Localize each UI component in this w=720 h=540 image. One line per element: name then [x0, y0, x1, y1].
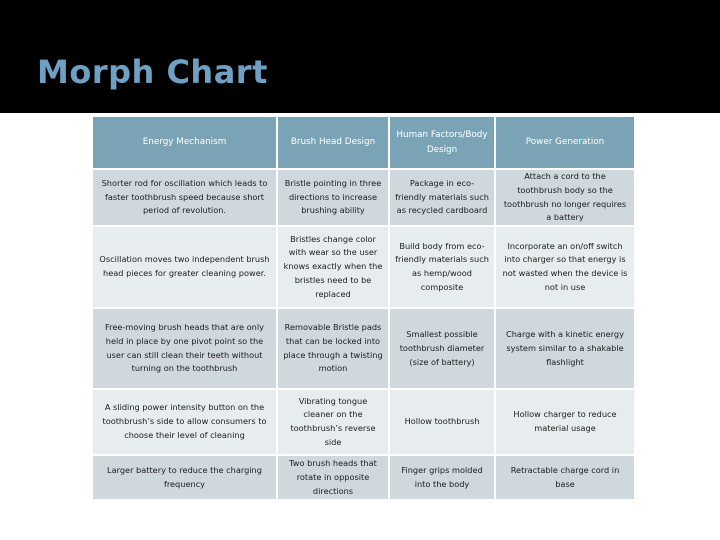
table-cell: Hollow charger to reduce material usage — [496, 390, 634, 454]
table-cell: Attach a cord to the toothbrush body so the toothbrush no longer requires a battery — [496, 170, 634, 225]
table-cell: Removable Bristle pads that can be locked into place through a twisting motion — [278, 309, 388, 388]
table-cell: Charge with a kinetic energy system similar to a shakable flashlight — [496, 309, 634, 388]
column-header-brush-head-design: Brush Head Design — [278, 117, 388, 168]
table-cell: Smallest possible toothbrush diameter (size of battery) — [390, 309, 494, 388]
morph-chart-table — [91, 115, 636, 501]
table-cell: A sliding power intensity button on the toothbrush’s side to allow consumers to choose their level of cleaning — [93, 390, 276, 454]
table-row — [93, 309, 634, 388]
column-header-human-factors: Human Factors/Body Design — [390, 117, 494, 168]
table-cell: Incorporate an on/off switch into charger so that energy is not wasted when the device is not in use — [496, 227, 634, 307]
table-row — [93, 227, 634, 307]
table-cell: Vibrating tongue cleaner on the toothbrush’s reverse side — [278, 390, 388, 454]
table-cell: Bristles change color with wear so the user knows exactly when the bristles need to be replaced — [278, 227, 388, 307]
column-header-energy-mechanism: Energy Mechanism — [93, 117, 276, 168]
table-cell: Finger grips molded into the body — [390, 456, 494, 499]
table-cell: Package in eco-friendly materials such as recycled cardboard — [390, 170, 494, 225]
column-header-power-generation: Power Generation — [496, 117, 634, 168]
table-cell: Oscillation moves two independent brush head pieces for greater cleaning power. — [93, 227, 276, 307]
table-cell: Shorter rod for oscillation which leads to faster toothbrush speed because short period of revolution. — [93, 170, 276, 225]
table-row — [93, 390, 634, 454]
table-row — [93, 456, 634, 499]
table-cell: Build body from eco-friendly materials such as hemp/wood composite — [390, 227, 494, 307]
table-cell: Free-moving brush heads that are only held in place by one pivot point so the user can still clean their teeth without turning on the toothbrush — [93, 309, 276, 388]
table-cell: Two brush heads that rotate in opposite directions — [278, 456, 388, 499]
table-cell: Bristle pointing in three directions to increase brushing ability — [278, 170, 388, 225]
table-cell: Retractable charge cord in base — [496, 456, 634, 499]
table-cell: Hollow toothbrush — [390, 390, 494, 454]
table-row — [93, 170, 634, 225]
slide-title: Morph Chart — [37, 53, 268, 91]
table-cell: Larger battery to reduce the charging frequency — [93, 456, 276, 499]
table-header-row — [93, 117, 634, 168]
